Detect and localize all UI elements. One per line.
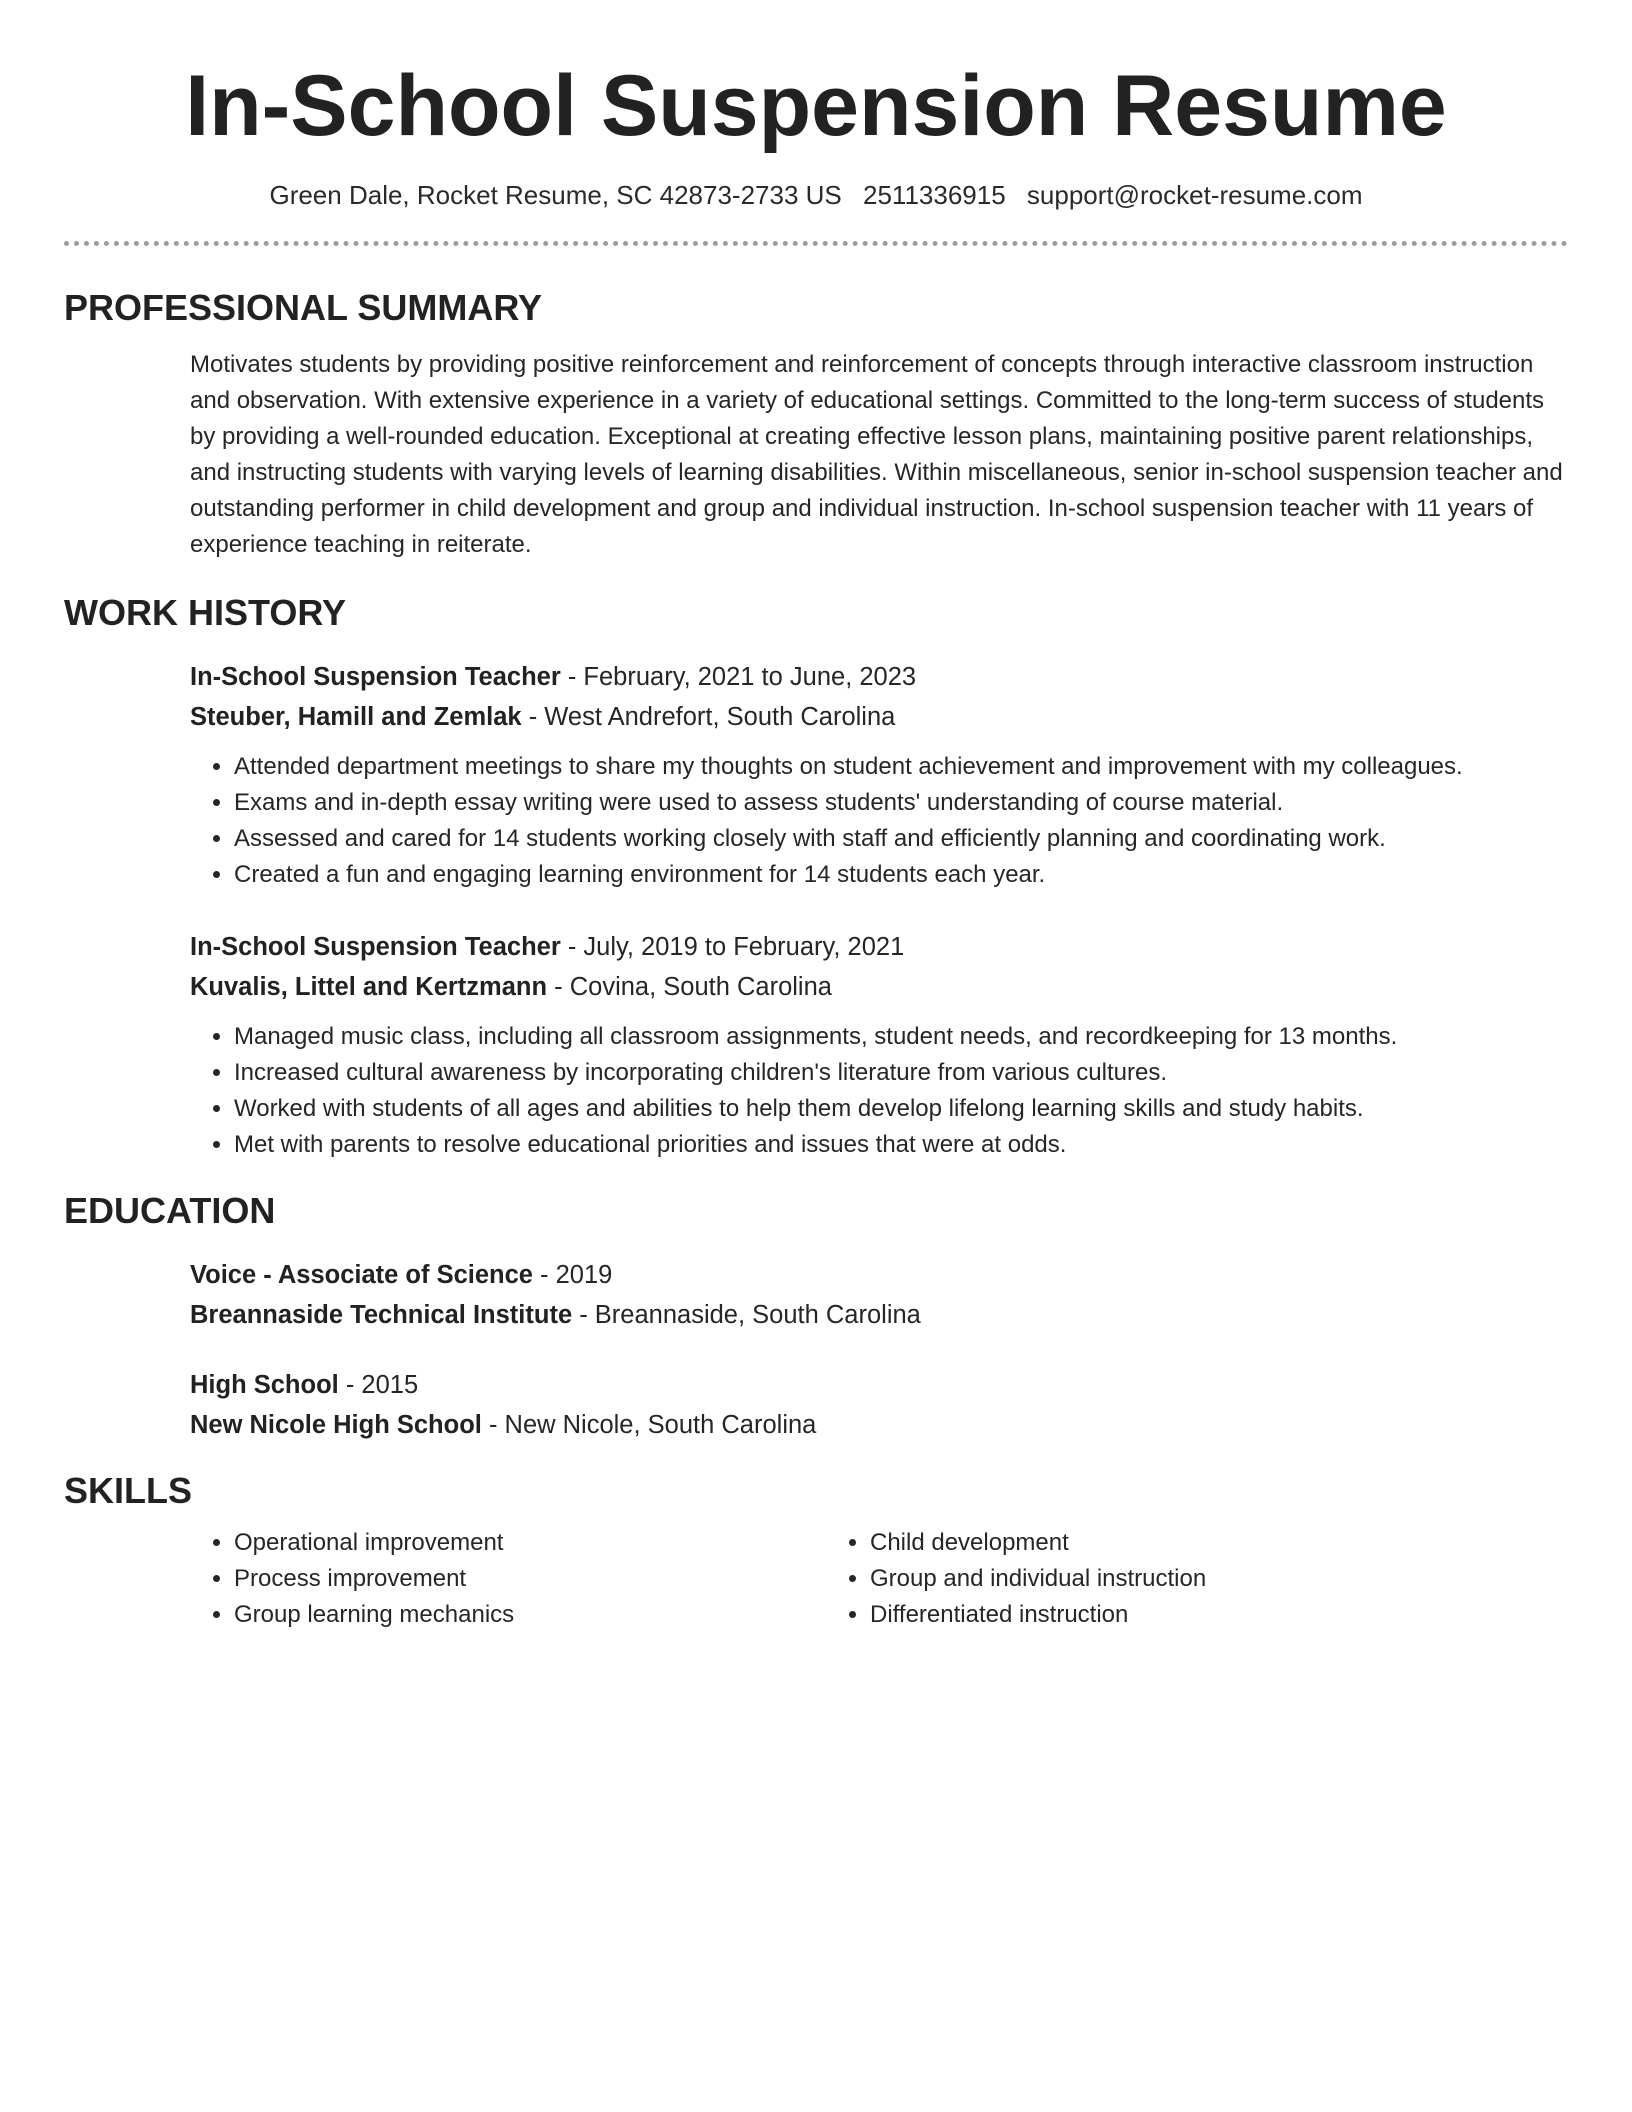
work-history-section (64, 591, 1568, 1163)
job-dates: - February, 2021 to June, 2023 (560, 663, 917, 691)
education-location: - New Nicole, South Carolina (481, 1411, 817, 1439)
education-school-line (190, 1405, 1568, 1445)
job-role: In-School Suspension Teacher (190, 663, 561, 691)
skill-item: • Child development (870, 1525, 1466, 1561)
job-bullet: • Increased cultural awareness by incorporating children's literature from various cultures. (234, 1055, 1568, 1091)
job-role: In-School Suspension Teacher (190, 933, 561, 961)
job-bullet: • Worked with students of all ages and abilities to help them develop lifelong learning skills and study habits. (234, 1091, 1568, 1127)
resume-title: In-School Suspension Resume (185, 58, 1447, 154)
skill-item: • Differentiated instruction (870, 1597, 1466, 1633)
job-bullets (190, 1019, 1568, 1163)
job-bullets (190, 749, 1568, 893)
education-degree: Voice - Associate of Science (190, 1261, 533, 1289)
job-bullet: • Assessed and cared for 14 students working closely with staff and efficiently planning and coordinating work. (234, 821, 1568, 857)
skills-column-left (190, 1525, 826, 1633)
job-title-line (190, 657, 1568, 697)
job-bullet: • Attended department meetings to share my thoughts on student achievement and improvement with my colleagues. (234, 749, 1568, 785)
skills-section (64, 1469, 1568, 1633)
job-location: - Covina, South Carolina (547, 973, 832, 1001)
work-history-heading: WORK HISTORY (64, 592, 347, 633)
skill-item: • Operational improvement (234, 1525, 826, 1561)
skill-item: • Group learning mechanics (234, 1597, 826, 1633)
contact-email: support@rocket-resume.com (1026, 180, 1363, 210)
education-school: Breannaside Technical Institute (190, 1301, 573, 1329)
skill-item: • Group and individual instruction (870, 1561, 1466, 1597)
job-entry (190, 657, 1568, 893)
education-degree: High School (190, 1371, 339, 1399)
education-section (64, 1189, 1568, 1445)
skills-heading: SKILLS (64, 1470, 193, 1511)
job-title-line (190, 927, 1568, 967)
education-year: - 2015 (338, 1371, 419, 1399)
job-company-line (190, 967, 1568, 1007)
summary-heading: PROFESSIONAL SUMMARY (64, 287, 543, 328)
education-school-line (190, 1295, 1568, 1335)
header-divider (64, 241, 1568, 246)
job-entry (190, 927, 1568, 1163)
job-bullet: • Exams and in-depth essay writing were used to assess students' understanding of course material. (234, 785, 1568, 821)
education-heading: EDUCATION (64, 1190, 276, 1231)
education-entry (190, 1255, 1568, 1335)
education-degree-line (190, 1255, 1568, 1295)
contact-address: Green Dale, Rocket Resume, SC 42873-2733 US (269, 180, 842, 210)
skill-item: • Process improvement (234, 1561, 826, 1597)
education-year: - 2019 (532, 1261, 613, 1289)
job-bullet: • Managed music class, including all classroom assignments, student needs, and recordkeeping for 13 months. (234, 1019, 1568, 1055)
job-dates: - July, 2019 to February, 2021 (560, 933, 905, 961)
job-location: - West Andrefort, South Carolina (521, 703, 896, 731)
job-bullet: • Met with parents to resolve educational priorities and issues that were at odds. (234, 1127, 1568, 1163)
contact-line (64, 178, 1568, 212)
job-company-line (190, 697, 1568, 737)
summary-section (64, 286, 1568, 563)
job-company: Kuvalis, Littel and Kertzmann (190, 973, 548, 1001)
job-bullet: • Created a fun and engaging learning environment for 14 students each year. (234, 857, 1568, 893)
education-school: New Nicole High School (190, 1411, 482, 1439)
skills-columns (190, 1525, 1568, 1633)
skills-column-right (826, 1525, 1466, 1633)
job-company: Steuber, Hamill and Zemlak (190, 703, 522, 731)
education-entry (190, 1365, 1568, 1445)
summary-text: Motivates students by providing positive reinforcement and reinforcement of concepts through interactive classroom instruction and observation. With extensive experience in a variety of educational settings. Committed to the long-term success of students by providing a well-rounded education. Exceptional at creating effective lesson plans, maintaining positive parent relationships, and instructing students with varying levels of learning disabilities. Within miscellaneous, senior in-school suspension teacher and outstanding performer in child development and group and individual instruction. In-school suspension teacher with 11 years of experience teaching in reiterate. (190, 351, 1563, 558)
education-degree-line (190, 1365, 1568, 1405)
education-location: - Breannaside, South Carolina (572, 1301, 921, 1329)
contact-phone: 2511336915 (863, 180, 1006, 210)
